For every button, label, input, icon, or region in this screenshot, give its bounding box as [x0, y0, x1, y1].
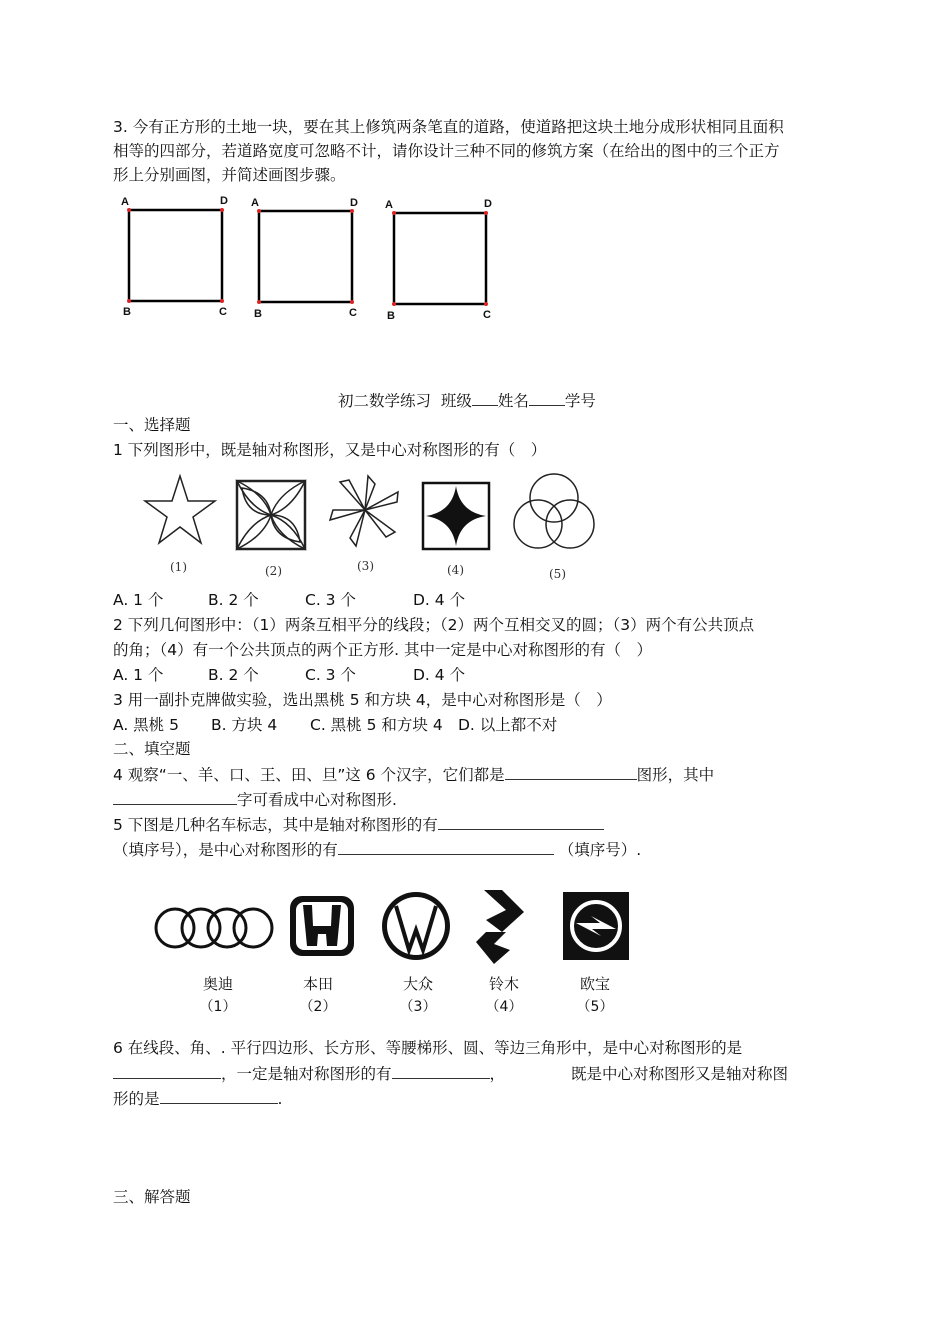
q5-blank-2[interactable] — [338, 838, 554, 855]
q5-blank-1[interactable] — [438, 813, 604, 830]
class-blank[interactable] — [472, 389, 498, 406]
q6-text-b: ， — [489, 1065, 506, 1083]
astroid-square-figure — [423, 483, 489, 549]
q6-text-d: 形的是 — [113, 1090, 160, 1108]
title-number: 学号 — [564, 392, 596, 410]
label-d-3: D — [484, 198, 492, 210]
car-logos-svg — [150, 886, 640, 968]
suzuki-logo — [476, 890, 524, 964]
square-diagrams — [110, 194, 510, 324]
corner-dots — [127, 208, 488, 306]
honda-logo — [290, 896, 354, 956]
audi-logo — [156, 909, 272, 947]
label-a-3: A — [385, 199, 393, 211]
page-title — [338, 389, 596, 412]
q1-caption-5: (5) — [549, 567, 566, 581]
q1-text: 1 下列图形中，既是轴对称图形，又是中心对称图形的有（ ） — [113, 441, 547, 459]
brand-vw: 大众 — [402, 975, 433, 993]
title-class: 班级 — [440, 392, 472, 410]
q6-blank-3[interactable] — [160, 1087, 278, 1104]
petal-square-figure — [237, 481, 305, 549]
q1-caption-2: (2) — [265, 564, 282, 578]
q1-options — [113, 589, 465, 611]
car-logos — [150, 886, 640, 968]
q1-caption-4: (4) — [447, 563, 464, 577]
brand-suzuki: 铃木 — [488, 975, 519, 993]
q4-text-c: 字可看成中心对称图形. — [237, 791, 397, 809]
label-a-1: A — [121, 196, 129, 208]
label-b-1: B — [123, 306, 131, 318]
q2-option-a[interactable]: A. 1 个 — [113, 666, 164, 684]
q1-figures — [130, 468, 610, 560]
q3-line1: 3. 今有正方形的土地一块，要在其上修筑两条笔直的道路，使道路把这块土地分成形状相同且面积 — [113, 118, 784, 136]
brand-num-5: （5） — [576, 999, 614, 1015]
star-figure — [145, 476, 215, 543]
q2-option-b[interactable]: B. 2 个 — [208, 666, 259, 684]
q4-line1 — [113, 763, 714, 786]
q1-option-d[interactable]: D. 4 个 — [413, 591, 466, 609]
label-b-2: B — [254, 308, 262, 320]
q6-blank-2[interactable] — [392, 1062, 490, 1079]
q4-text-a: 4 观察“一、羊、口、王、田、旦”这 6 个汉字，它们都是 — [113, 766, 505, 784]
q6-line1: 6 在线段、角、. 平行四边形、长方形、等腰梯形、圆、等边三角形中，是中心对称图形的是 — [113, 1039, 743, 1057]
opel-logo — [563, 892, 629, 960]
q6-text-c: 既是中心对称图形又是轴对称图 — [571, 1065, 789, 1083]
q5-line1 — [113, 813, 604, 836]
q3b-option-d[interactable]: D. 以上都不对 — [458, 716, 558, 734]
q2-line1: 2 下列几何图形中：（1）两条互相平分的线段；（2）两个互相交叉的圆；（3）两个有公共顶点 — [113, 616, 755, 634]
brand-num-1: （1） — [199, 999, 237, 1015]
q6-text-a: ，一定是轴对称图形的有 — [221, 1065, 392, 1083]
label-d-1: D — [220, 195, 228, 207]
brand-audi: 奥迪 — [202, 975, 233, 993]
label-a-2: A — [251, 197, 259, 209]
name-blank[interactable] — [529, 389, 565, 406]
q2-line2: 的角；（4）有一个公共顶点的两个正方形. 其中一定是中心对称图形的有（ ） — [113, 641, 652, 659]
q6-text-e: . — [277, 1090, 283, 1108]
square-svg — [110, 194, 510, 324]
square-3 — [394, 213, 486, 304]
q3b-option-c[interactable]: C. 黑桃 5 和方块 4 — [310, 716, 443, 734]
title-prefix: 初二数学练习 — [338, 392, 432, 410]
q6-blank-1[interactable] — [113, 1062, 221, 1079]
q5-text-a: 5 下图是几种名车标志，其中是轴对称图形的有 — [113, 816, 438, 834]
brand-num-3: （3） — [399, 999, 437, 1015]
pinwheel-figure — [330, 476, 398, 546]
brand-num-2: （2） — [299, 999, 337, 1015]
section-choice: 一、选择题 — [113, 416, 191, 434]
brand-opel: 欧宝 — [579, 975, 610, 993]
label-d-2: D — [350, 197, 358, 209]
q1-option-c[interactable]: C. 3 个 — [305, 591, 356, 609]
three-circles-figure — [514, 474, 594, 548]
q4-blank-2[interactable] — [113, 788, 237, 805]
q5-text-c: （填序号）. — [558, 841, 642, 859]
q3-line2: 相等的四部分，若道路宽度可忽略不计，请你设计三种不同的修筑方案（在给出的图中的三个正方 — [113, 142, 780, 160]
square-2 — [259, 211, 352, 302]
section-answer: 三、解答题 — [113, 1188, 191, 1206]
q1-option-b[interactable]: B. 2 个 — [208, 591, 259, 609]
q4-line2 — [113, 788, 397, 811]
label-c-1: C — [219, 306, 227, 318]
label-c-2: C — [349, 307, 357, 319]
q3b-option-b[interactable]: B. 方块 4 — [211, 716, 278, 734]
q3b-options — [113, 714, 557, 736]
title-name: 姓名 — [497, 392, 529, 410]
brand-num-4: （4） — [485, 999, 523, 1015]
q1-svg — [130, 468, 610, 560]
q1-caption-1: (1) — [170, 560, 187, 574]
q2-option-d[interactable]: D. 4 个 — [413, 666, 466, 684]
q1-caption-3: (3) — [357, 559, 374, 573]
brand-honda: 本田 — [302, 975, 333, 993]
volkswagen-logo — [382, 892, 450, 960]
q5-text-b: （填序号），是中心对称图形的有 — [113, 841, 338, 859]
square-1 — [129, 210, 222, 301]
q6-line3 — [113, 1087, 282, 1110]
q2-option-c[interactable]: C. 3 个 — [305, 666, 356, 684]
q3b-text: 3 用一副扑克牌做实验，选出黑桃 5 和方块 4，是中心对称图形是（ ） — [113, 691, 612, 709]
q6-line2 — [113, 1062, 788, 1085]
q4-blank-1[interactable] — [505, 763, 637, 780]
q3b-option-a[interactable]: A. 黑桃 5 — [113, 716, 179, 734]
q4-text-b: 图形，其中 — [636, 766, 715, 784]
section-fill: 二、填空题 — [113, 740, 191, 758]
q2-options — [113, 664, 465, 686]
label-b-3: B — [387, 310, 395, 322]
label-c-3: C — [483, 309, 491, 321]
q1-option-a[interactable]: A. 1 个 — [113, 591, 164, 609]
q3-line3: 形上分别画图，并简述画图步骤。 — [113, 166, 346, 184]
q5-line2 — [113, 838, 641, 861]
